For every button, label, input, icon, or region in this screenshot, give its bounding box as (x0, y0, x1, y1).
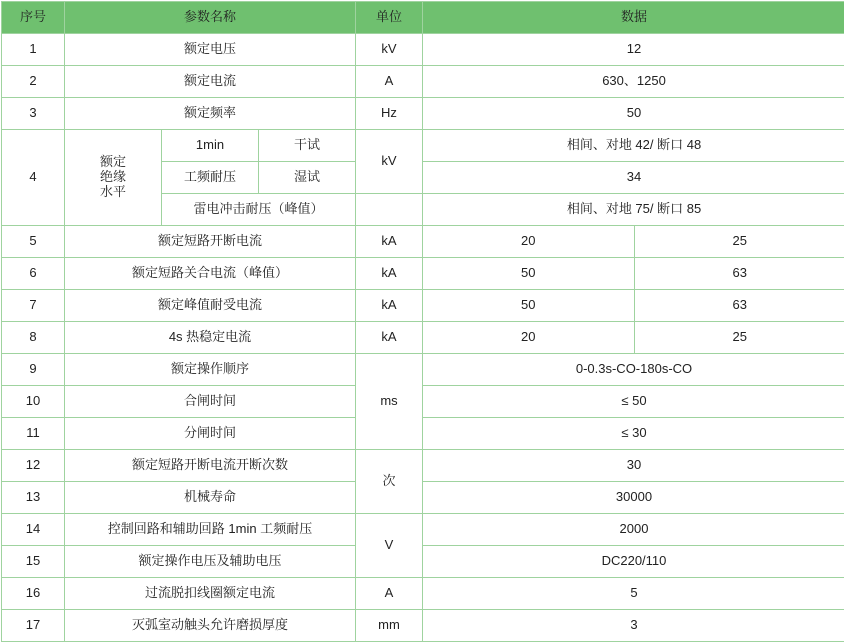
row-data: DC220/110 (423, 546, 844, 578)
row-no: 7 (2, 290, 65, 322)
row-name: 额定短路关合电流（峰值） (65, 258, 356, 290)
header-cell-name: 参数名称 (65, 2, 356, 34)
row-no: 2 (2, 66, 65, 98)
table-row (2, 34, 844, 66)
table-row (2, 98, 844, 130)
row-name: 额定电压 (65, 34, 356, 66)
sub-row-name: 雷电冲击耐压（峰值） (162, 194, 356, 226)
table-row (2, 418, 844, 450)
row-name: 过流脱扣线圈额定电流 (65, 578, 356, 610)
row-data: 50 (423, 98, 844, 130)
row-data: 3 (423, 610, 844, 642)
row-unit: 次 (356, 450, 423, 514)
row-data: 34 (423, 162, 844, 194)
row-no: 5 (2, 226, 65, 258)
row-no: 9 (2, 354, 65, 386)
row-data-right: 63 (634, 290, 844, 322)
row-no: 15 (2, 546, 65, 578)
row-no: 4 (2, 130, 65, 226)
row-unit: kV (356, 34, 423, 66)
row-name: 分闸时间 (65, 418, 356, 450)
row-data-right: 25 (634, 226, 844, 258)
sub-row-condition: 干试 (259, 130, 356, 162)
row-unit: A (356, 66, 423, 98)
sub-row-name: 1min (162, 130, 259, 162)
row-no: 12 (2, 450, 65, 482)
group-label-line-2: 绝缘 (65, 170, 161, 185)
table-row (2, 450, 844, 482)
header-cell-no: 序号 (2, 2, 65, 34)
table-row (2, 610, 844, 642)
table-row (2, 354, 844, 386)
row-unit: mm (356, 610, 423, 642)
row-name: 机械寿命 (65, 482, 356, 514)
table-body (2, 34, 844, 642)
table-row (2, 322, 844, 354)
row-no: 6 (2, 258, 65, 290)
table-row (2, 258, 844, 290)
row-data-left: 50 (423, 258, 635, 290)
row-no: 1 (2, 34, 65, 66)
row-no: 10 (2, 386, 65, 418)
row-data: 30000 (423, 482, 844, 514)
row-unit: ms (356, 354, 423, 450)
header-cell-data: 数据 (423, 2, 844, 34)
row-unit: V (356, 514, 423, 578)
row-no: 14 (2, 514, 65, 546)
row-unit: Hz (356, 98, 423, 130)
row-no: 8 (2, 322, 65, 354)
row-data-left: 50 (423, 290, 635, 322)
row-name: 4s 热稳定电流 (65, 322, 356, 354)
table-row (2, 226, 844, 258)
table-row (2, 578, 844, 610)
table-row (2, 130, 844, 162)
row-data: 0-0.3s-CO-180s-CO (423, 354, 844, 386)
row-data-right: 63 (634, 258, 844, 290)
row-data: 2000 (423, 514, 844, 546)
header-cell-unit: 单位 (356, 2, 423, 34)
row-data: 30 (423, 450, 844, 482)
specification-table (1, 1, 844, 642)
row-name: 额定电流 (65, 66, 356, 98)
row-name: 控制回路和辅助回路 1min 工频耐压 (65, 514, 356, 546)
row-no: 13 (2, 482, 65, 514)
row-no: 17 (2, 610, 65, 642)
table-header (2, 2, 844, 34)
row-unit: kV (356, 130, 423, 194)
table-row (2, 546, 844, 578)
table-row (2, 290, 844, 322)
row-name: 合闸时间 (65, 386, 356, 418)
row-data-left: 20 (423, 226, 635, 258)
table-row (2, 514, 844, 546)
row-data: 630、1250 (423, 66, 844, 98)
row-data-right: 25 (634, 322, 844, 354)
group-label-insulation-level (65, 130, 162, 226)
row-name: 额定峰值耐受电流 (65, 290, 356, 322)
row-no: 3 (2, 98, 65, 130)
table-row (2, 386, 844, 418)
row-name: 额定操作顺序 (65, 354, 356, 386)
sub-row-name: 工频耐压 (162, 162, 259, 194)
row-unit: kA (356, 322, 423, 354)
table-header-row (2, 2, 844, 34)
row-unit: kA (356, 290, 423, 322)
row-data: 相间、对地 75/ 断口 85 (423, 194, 844, 226)
group-label-line-1: 额定 (65, 155, 161, 170)
table-row (2, 482, 844, 514)
row-data: 12 (423, 34, 844, 66)
group-label-line-3: 水平 (65, 185, 161, 200)
sub-row-condition: 湿试 (259, 162, 356, 194)
row-unit: kA (356, 226, 423, 258)
row-data: ≤ 30 (423, 418, 844, 450)
row-data-left: 20 (423, 322, 635, 354)
row-name: 额定短路开断电流 (65, 226, 356, 258)
row-data: ≤ 50 (423, 386, 844, 418)
row-name: 灭弧室动触头允许磨损厚度 (65, 610, 356, 642)
row-no: 11 (2, 418, 65, 450)
row-no: 16 (2, 578, 65, 610)
row-unit (356, 194, 423, 226)
row-data: 5 (423, 578, 844, 610)
row-data: 相间、对地 42/ 断口 48 (423, 130, 844, 162)
row-name: 额定频率 (65, 98, 356, 130)
row-name: 额定操作电压及辅助电压 (65, 546, 356, 578)
row-name: 额定短路开断电流开断次数 (65, 450, 356, 482)
row-unit: A (356, 578, 423, 610)
table-row (2, 66, 844, 98)
row-unit: kA (356, 258, 423, 290)
